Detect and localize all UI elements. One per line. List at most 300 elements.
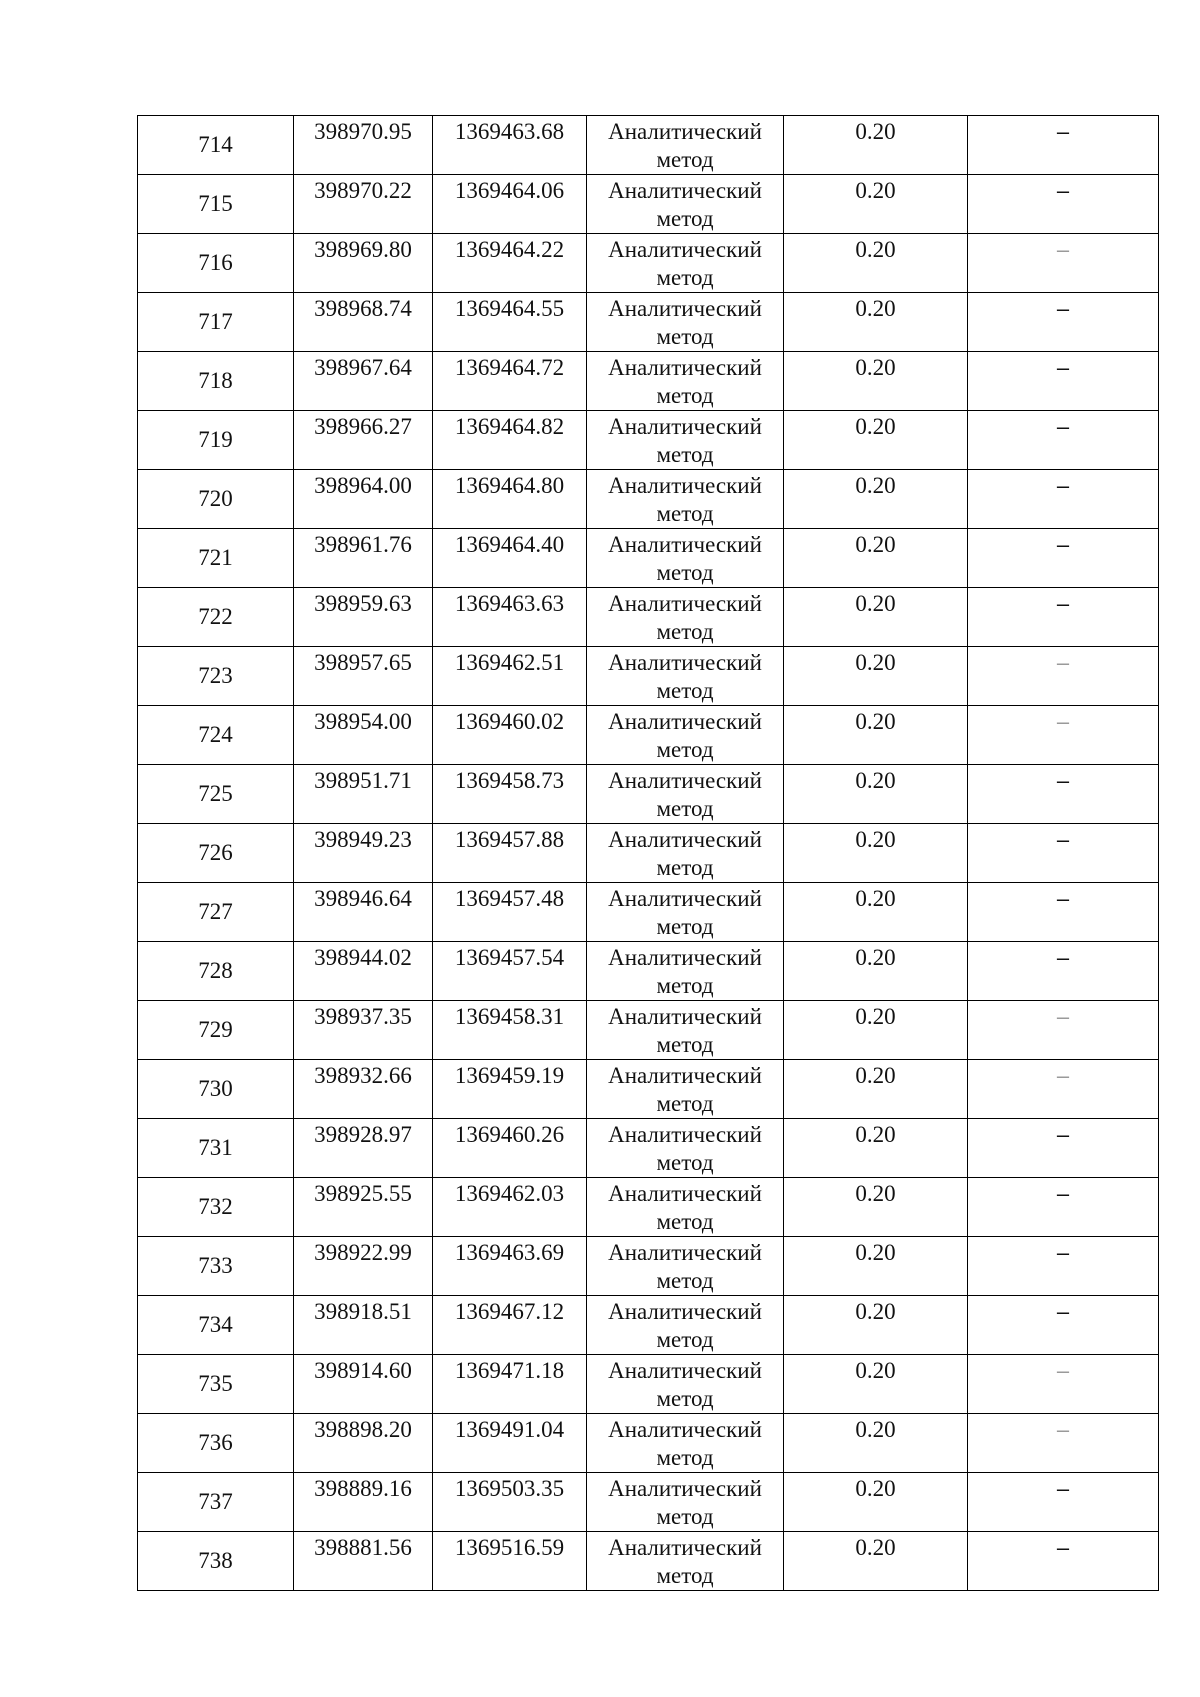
accuracy-text: 0.20 <box>855 119 896 144</box>
x-coordinate-text: 398959.63 <box>314 591 412 616</box>
x-coordinate-cell <box>294 470 433 529</box>
x-coordinate-cell <box>294 647 433 706</box>
method-cell <box>587 411 784 470</box>
method-text: Аналитический метод <box>608 414 762 467</box>
y-coordinate-text: 1369464.40 <box>454 532 565 557</box>
accuracy-cell <box>784 234 968 293</box>
point-number-text: 716 <box>198 250 233 275</box>
accuracy-text: 0.20 <box>855 1063 896 1088</box>
method-text: Аналитический метод <box>608 1476 762 1529</box>
x-coordinate-text: 398970.95 <box>314 119 412 144</box>
table-row <box>138 588 1159 647</box>
x-coordinate-cell <box>294 883 433 942</box>
point-number-text: 726 <box>198 840 233 865</box>
table-row <box>138 824 1159 883</box>
table-row <box>138 1473 1159 1532</box>
note-dash: – <box>1056 1004 1070 1029</box>
point-number-cell <box>138 470 294 529</box>
x-coordinate-cell <box>294 1296 433 1355</box>
note-cell <box>968 647 1159 706</box>
note-cell <box>968 411 1159 470</box>
x-coordinate-cell <box>294 175 433 234</box>
table-row <box>138 1296 1159 1355</box>
x-coordinate-text: 398881.56 <box>314 1535 412 1560</box>
accuracy-cell <box>784 942 968 1001</box>
method-cell <box>587 529 784 588</box>
table-row <box>138 529 1159 588</box>
note-cell <box>968 942 1159 1001</box>
table-row <box>138 234 1159 293</box>
x-coordinate-cell <box>294 1178 433 1237</box>
y-coordinate-cell <box>433 1060 587 1119</box>
method-cell <box>587 942 784 1001</box>
x-coordinate-cell <box>294 706 433 765</box>
method-cell <box>587 824 784 883</box>
accuracy-text: 0.20 <box>855 1299 896 1324</box>
accuracy-cell <box>784 588 968 647</box>
point-number-text: 724 <box>198 722 233 747</box>
table-row <box>138 1119 1159 1178</box>
method-cell <box>587 470 784 529</box>
x-coordinate-text: 398944.02 <box>314 945 412 970</box>
note-dash: – <box>1056 237 1070 262</box>
point-number-cell <box>138 883 294 942</box>
point-number-cell <box>138 175 294 234</box>
note-cell <box>968 765 1159 824</box>
note-cell <box>968 234 1159 293</box>
accuracy-cell <box>784 470 968 529</box>
accuracy-text: 0.20 <box>855 1122 896 1147</box>
note-cell <box>968 1060 1159 1119</box>
accuracy-text: 0.20 <box>855 414 896 439</box>
x-coordinate-text: 398925.55 <box>314 1181 412 1206</box>
accuracy-cell <box>784 529 968 588</box>
y-coordinate-text: 1369457.54 <box>454 945 565 970</box>
method-cell <box>587 1532 784 1591</box>
note-cell <box>968 1473 1159 1532</box>
point-number-cell <box>138 1414 294 1473</box>
y-coordinate-text: 1369464.80 <box>454 473 565 498</box>
method-cell <box>587 1296 784 1355</box>
point-number-text: 729 <box>198 1017 233 1042</box>
accuracy-cell <box>784 1473 968 1532</box>
table-row <box>138 1178 1159 1237</box>
y-coordinate-cell <box>433 1355 587 1414</box>
x-coordinate-cell <box>294 588 433 647</box>
y-coordinate-text: 1369463.69 <box>454 1240 565 1265</box>
x-coordinate-cell <box>294 352 433 411</box>
method-text: Аналитический метод <box>608 1240 762 1293</box>
method-text: Аналитический метод <box>608 1181 762 1234</box>
method-cell <box>587 1001 784 1060</box>
method-text: Аналитический метод <box>608 1299 762 1352</box>
accuracy-cell <box>784 883 968 942</box>
point-number-cell <box>138 706 294 765</box>
accuracy-cell <box>784 1178 968 1237</box>
x-coordinate-cell <box>294 824 433 883</box>
table-row <box>138 883 1159 942</box>
table-row <box>138 116 1159 175</box>
accuracy-text: 0.20 <box>855 709 896 734</box>
accuracy-cell <box>784 411 968 470</box>
y-coordinate-cell <box>433 706 587 765</box>
note-cell <box>968 175 1159 234</box>
x-coordinate-text: 398969.80 <box>314 237 412 262</box>
x-coordinate-text: 398889.16 <box>314 1476 412 1501</box>
x-coordinate-text: 398949.23 <box>314 827 412 852</box>
point-number-text: 736 <box>198 1430 233 1455</box>
note-cell <box>968 706 1159 765</box>
accuracy-text: 0.20 <box>855 1476 896 1501</box>
accuracy-cell <box>784 824 968 883</box>
accuracy-text: 0.20 <box>855 945 896 970</box>
point-number-text: 714 <box>198 132 233 157</box>
y-coordinate-text: 1369491.04 <box>454 1417 565 1442</box>
method-cell <box>587 1060 784 1119</box>
y-coordinate-cell <box>433 470 587 529</box>
x-coordinate-text: 398951.71 <box>314 768 412 793</box>
method-text: Аналитический метод <box>608 1004 762 1057</box>
y-coordinate-text: 1369457.88 <box>454 827 565 852</box>
accuracy-text: 0.20 <box>855 1417 896 1442</box>
y-coordinate-cell <box>433 765 587 824</box>
note-dash: – <box>1056 1181 1070 1206</box>
table-row <box>138 352 1159 411</box>
x-coordinate-cell <box>294 1237 433 1296</box>
x-coordinate-text: 398954.00 <box>314 709 412 734</box>
note-cell <box>968 470 1159 529</box>
accuracy-text: 0.20 <box>855 296 896 321</box>
table-row <box>138 1532 1159 1591</box>
x-coordinate-cell <box>294 765 433 824</box>
x-coordinate-text: 398967.64 <box>314 355 412 380</box>
y-coordinate-cell <box>433 293 587 352</box>
y-coordinate-cell <box>433 1001 587 1060</box>
accuracy-cell <box>784 1119 968 1178</box>
x-coordinate-text: 398914.60 <box>314 1358 412 1383</box>
point-number-cell <box>138 765 294 824</box>
note-cell <box>968 1237 1159 1296</box>
method-text: Аналитический метод <box>608 650 762 703</box>
x-coordinate-text: 398898.20 <box>314 1417 412 1442</box>
y-coordinate-cell <box>433 1119 587 1178</box>
accuracy-text: 0.20 <box>855 473 896 498</box>
x-coordinate-cell <box>294 942 433 1001</box>
method-text: Аналитический метод <box>608 886 762 939</box>
x-coordinate-text: 398964.00 <box>314 473 412 498</box>
note-dash: – <box>1056 1122 1070 1147</box>
x-coordinate-text: 398937.35 <box>314 1004 412 1029</box>
y-coordinate-cell <box>433 1532 587 1591</box>
x-coordinate-cell <box>294 293 433 352</box>
method-cell <box>587 352 784 411</box>
x-coordinate-text: 398970.22 <box>314 178 412 203</box>
point-number-text: 728 <box>198 958 233 983</box>
y-coordinate-cell <box>433 1237 587 1296</box>
accuracy-cell <box>784 647 968 706</box>
method-cell <box>587 1414 784 1473</box>
y-coordinate-text: 1369462.03 <box>454 1181 565 1206</box>
x-coordinate-text: 398966.27 <box>314 414 412 439</box>
y-coordinate-cell <box>433 1414 587 1473</box>
point-number-cell <box>138 1296 294 1355</box>
method-cell <box>587 883 784 942</box>
point-number-text: 727 <box>198 899 233 924</box>
note-cell <box>968 588 1159 647</box>
y-coordinate-text: 1369460.02 <box>454 709 565 734</box>
accuracy-cell <box>784 352 968 411</box>
y-coordinate-text: 1369462.51 <box>454 650 565 675</box>
method-cell <box>587 1237 784 1296</box>
accuracy-cell <box>784 706 968 765</box>
y-coordinate-text: 1369464.82 <box>454 414 565 439</box>
note-cell <box>968 116 1159 175</box>
y-coordinate-text: 1369463.68 <box>454 119 565 144</box>
x-coordinate-cell <box>294 234 433 293</box>
x-coordinate-text: 398922.99 <box>314 1240 412 1265</box>
x-coordinate-cell <box>294 1119 433 1178</box>
point-number-cell <box>138 588 294 647</box>
point-number-text: 734 <box>198 1312 233 1337</box>
method-text: Аналитический метод <box>608 296 762 349</box>
point-number-text: 725 <box>198 781 233 806</box>
y-coordinate-text: 1369458.31 <box>454 1004 565 1029</box>
accuracy-text: 0.20 <box>855 886 896 911</box>
point-number-text: 721 <box>198 545 233 570</box>
accuracy-cell <box>784 293 968 352</box>
note-cell <box>968 1119 1159 1178</box>
coordinates-table-body <box>138 116 1159 1591</box>
point-number-text: 719 <box>198 427 233 452</box>
x-coordinate-cell <box>294 1001 433 1060</box>
method-text: Аналитический метод <box>608 591 762 644</box>
point-number-cell <box>138 234 294 293</box>
y-coordinate-cell <box>433 1296 587 1355</box>
coordinates-table <box>137 115 1159 1591</box>
method-text: Аналитический метод <box>608 355 762 408</box>
y-coordinate-text: 1369503.35 <box>454 1476 565 1501</box>
point-number-cell <box>138 1473 294 1532</box>
note-dash: – <box>1056 768 1070 793</box>
accuracy-text: 0.20 <box>855 650 896 675</box>
y-coordinate-text: 1369464.22 <box>454 237 565 262</box>
table-row <box>138 706 1159 765</box>
x-coordinate-text: 398961.76 <box>314 532 412 557</box>
note-dash: – <box>1056 709 1070 734</box>
note-dash: – <box>1056 886 1070 911</box>
point-number-text: 737 <box>198 1489 233 1514</box>
note-dash: – <box>1056 414 1070 439</box>
method-text: Аналитический метод <box>608 945 762 998</box>
point-number-cell <box>138 1178 294 1237</box>
y-coordinate-text: 1369463.63 <box>454 591 565 616</box>
method-text: Аналитический метод <box>608 827 762 880</box>
point-number-cell <box>138 942 294 1001</box>
note-cell <box>968 1296 1159 1355</box>
y-coordinate-cell <box>433 352 587 411</box>
x-coordinate-cell <box>294 1060 433 1119</box>
method-text: Аналитический метод <box>608 1063 762 1116</box>
table-row <box>138 470 1159 529</box>
point-number-text: 723 <box>198 663 233 688</box>
accuracy-cell <box>784 116 968 175</box>
y-coordinate-cell <box>433 588 587 647</box>
accuracy-text: 0.20 <box>855 1004 896 1029</box>
note-dash: – <box>1056 1063 1070 1088</box>
accuracy-text: 0.20 <box>855 1240 896 1265</box>
method-text: Аналитический метод <box>608 178 762 231</box>
accuracy-text: 0.20 <box>855 532 896 557</box>
note-cell <box>968 293 1159 352</box>
table-row <box>138 411 1159 470</box>
accuracy-text: 0.20 <box>855 1535 896 1560</box>
accuracy-cell <box>784 1001 968 1060</box>
accuracy-cell <box>784 1532 968 1591</box>
y-coordinate-text: 1369464.06 <box>454 178 565 203</box>
y-coordinate-cell <box>433 883 587 942</box>
y-coordinate-cell <box>433 647 587 706</box>
method-cell <box>587 1473 784 1532</box>
note-dash: – <box>1056 532 1070 557</box>
table-row <box>138 1237 1159 1296</box>
point-number-cell <box>138 647 294 706</box>
y-coordinate-cell <box>433 175 587 234</box>
note-dash: – <box>1056 355 1070 380</box>
point-number-cell <box>138 824 294 883</box>
method-text: Аналитический метод <box>608 237 762 290</box>
accuracy-cell <box>784 175 968 234</box>
method-cell <box>587 234 784 293</box>
point-number-cell <box>138 1060 294 1119</box>
method-cell <box>587 1178 784 1237</box>
note-dash: – <box>1056 1299 1070 1324</box>
accuracy-text: 0.20 <box>855 355 896 380</box>
y-coordinate-cell <box>433 234 587 293</box>
table-row <box>138 175 1159 234</box>
point-number-text: 722 <box>198 604 233 629</box>
note-dash: – <box>1056 178 1070 203</box>
y-coordinate-text: 1369460.26 <box>454 1122 565 1147</box>
point-number-cell <box>138 116 294 175</box>
note-dash: – <box>1056 296 1070 321</box>
point-number-cell <box>138 1119 294 1178</box>
y-coordinate-cell <box>433 529 587 588</box>
point-number-text: 720 <box>198 486 233 511</box>
x-coordinate-cell <box>294 116 433 175</box>
point-number-cell <box>138 529 294 588</box>
note-dash: – <box>1056 119 1070 144</box>
method-text: Аналитический метод <box>608 119 762 172</box>
method-text: Аналитический метод <box>608 1122 762 1175</box>
note-cell <box>968 1532 1159 1591</box>
x-coordinate-text: 398957.65 <box>314 650 412 675</box>
y-coordinate-cell <box>433 1178 587 1237</box>
note-dash: – <box>1056 650 1070 675</box>
x-coordinate-text: 398968.74 <box>314 296 412 321</box>
accuracy-cell <box>784 765 968 824</box>
note-dash: – <box>1056 1535 1070 1560</box>
accuracy-text: 0.20 <box>855 237 896 262</box>
accuracy-text: 0.20 <box>855 1181 896 1206</box>
point-number-cell <box>138 352 294 411</box>
method-cell <box>587 175 784 234</box>
note-cell <box>968 529 1159 588</box>
note-cell <box>968 1001 1159 1060</box>
note-dash: – <box>1056 827 1070 852</box>
method-cell <box>587 588 784 647</box>
x-coordinate-cell <box>294 1473 433 1532</box>
table-row <box>138 942 1159 1001</box>
note-cell <box>968 352 1159 411</box>
point-number-text: 735 <box>198 1371 233 1396</box>
x-coordinate-cell <box>294 1414 433 1473</box>
point-number-text: 718 <box>198 368 233 393</box>
method-text: Аналитический метод <box>608 768 762 821</box>
y-coordinate-cell <box>433 942 587 1001</box>
point-number-text: 730 <box>198 1076 233 1101</box>
note-dash: – <box>1056 473 1070 498</box>
point-number-text: 733 <box>198 1253 233 1278</box>
point-number-cell <box>138 1001 294 1060</box>
table-row <box>138 647 1159 706</box>
method-text: Аналитический метод <box>608 473 762 526</box>
note-dash: – <box>1056 1240 1070 1265</box>
y-coordinate-text: 1369464.72 <box>454 355 565 380</box>
y-coordinate-cell <box>433 116 587 175</box>
method-text: Аналитический метод <box>608 1358 762 1411</box>
y-coordinate-text: 1369467.12 <box>454 1299 565 1324</box>
accuracy-cell <box>784 1296 968 1355</box>
accuracy-cell <box>784 1237 968 1296</box>
note-cell <box>968 1178 1159 1237</box>
method-text: Аналитический метод <box>608 1417 762 1470</box>
method-cell <box>587 293 784 352</box>
accuracy-text: 0.20 <box>855 768 896 793</box>
table-row <box>138 1060 1159 1119</box>
point-number-cell <box>138 293 294 352</box>
accuracy-cell <box>784 1355 968 1414</box>
accuracy-text: 0.20 <box>855 827 896 852</box>
point-number-text: 738 <box>198 1548 233 1573</box>
method-cell <box>587 765 784 824</box>
x-coordinate-cell <box>294 411 433 470</box>
method-cell <box>587 1119 784 1178</box>
accuracy-text: 0.20 <box>855 1358 896 1383</box>
note-cell <box>968 824 1159 883</box>
point-number-text: 732 <box>198 1194 233 1219</box>
note-cell <box>968 883 1159 942</box>
note-dash: – <box>1056 1417 1070 1442</box>
method-text: Аналитический метод <box>608 532 762 585</box>
accuracy-text: 0.20 <box>855 178 896 203</box>
table-row <box>138 1355 1159 1414</box>
note-cell <box>968 1414 1159 1473</box>
accuracy-text: 0.20 <box>855 591 896 616</box>
note-dash: – <box>1056 1476 1070 1501</box>
point-number-cell <box>138 1237 294 1296</box>
accuracy-cell <box>784 1414 968 1473</box>
note-cell <box>968 1355 1159 1414</box>
point-number-text: 717 <box>198 309 233 334</box>
y-coordinate-cell <box>433 411 587 470</box>
point-number-text: 731 <box>198 1135 233 1160</box>
y-coordinate-cell <box>433 824 587 883</box>
x-coordinate-cell <box>294 529 433 588</box>
note-dash: – <box>1056 591 1070 616</box>
y-coordinate-text: 1369457.48 <box>454 886 565 911</box>
point-number-cell <box>138 1532 294 1591</box>
x-coordinate-text: 398918.51 <box>314 1299 412 1324</box>
